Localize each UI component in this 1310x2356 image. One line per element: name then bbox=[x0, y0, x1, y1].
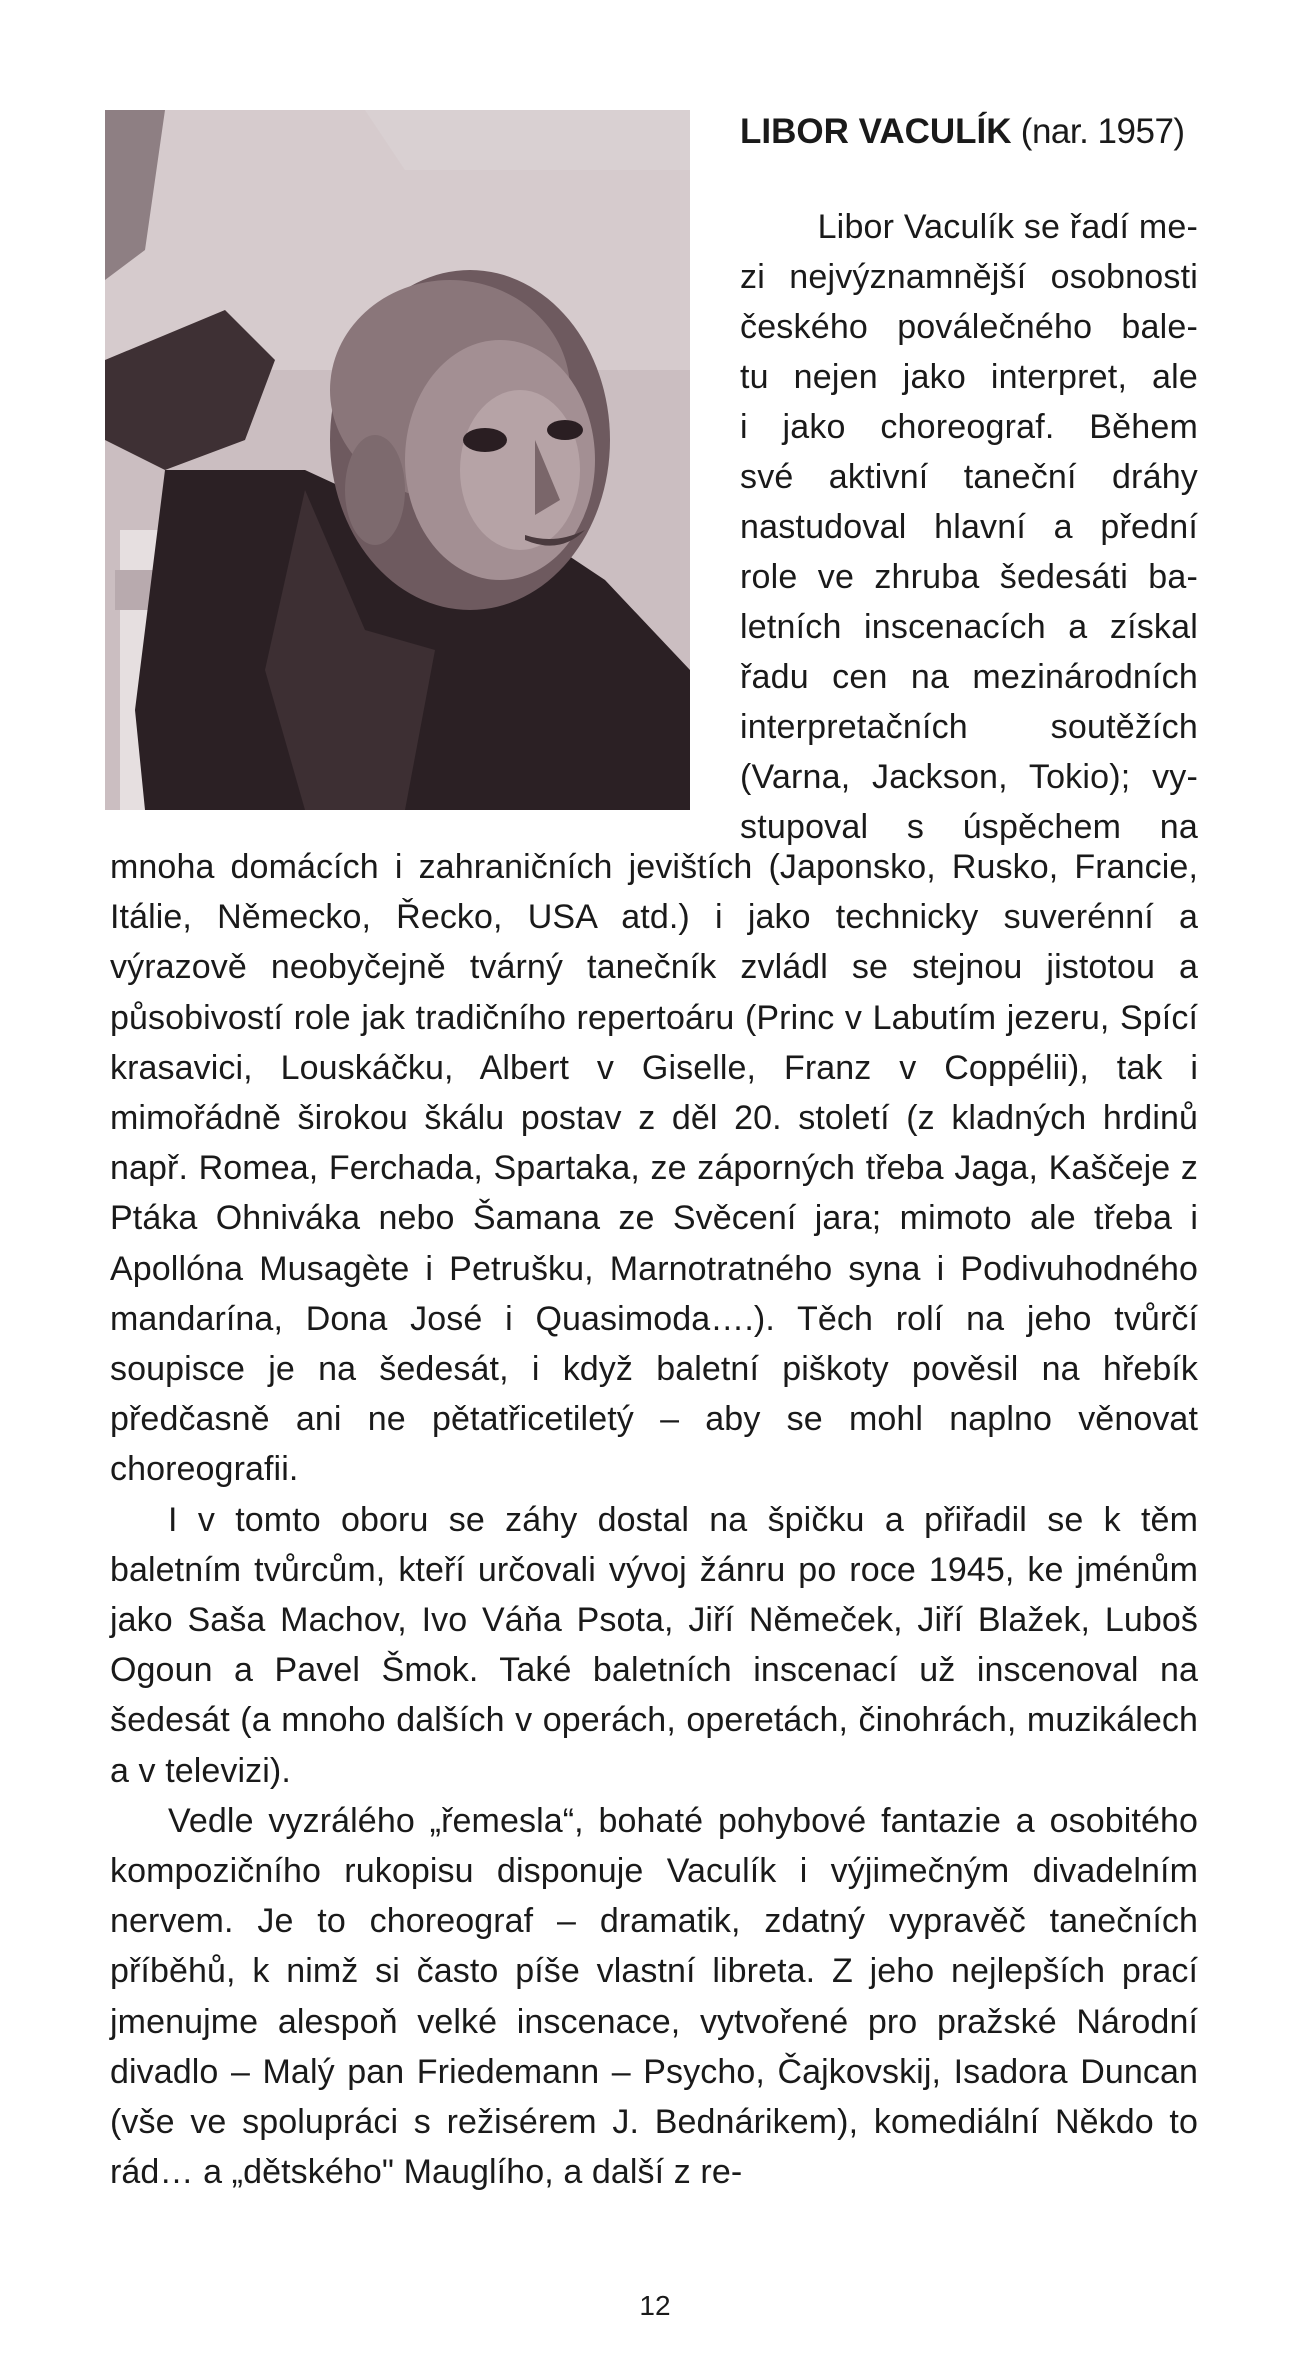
article-heading bbox=[740, 108, 1185, 156]
portrait-photo bbox=[105, 110, 690, 810]
side-line: (Varna, Jackson, Tokio); vy- bbox=[740, 758, 1198, 796]
heading-name: LIBOR VACULÍK bbox=[740, 112, 1012, 151]
side-line: letních inscenacích a získal bbox=[740, 608, 1198, 646]
paragraph-continuation: mnoha domácích i zahraničních jevištích (Japonsko, Rusko, Francie, Itálie, Německo, Řecko, USA atd.) i jako technicky suverénní a výrazově neobyčejně tvárný tanečník zvládl se stejnou jistotou a působivostí role jak tradičního repertoáru (Princ v Labutím jezeru, Spící krasavici, Louskáčku, Albert v Giselle, Franz v Coppélii), tak i mimořádně širokou škálu postav z děl 20. století (z kladných hrdinů např. Romea, Ferchada, Spartaka, ze záporných třeba Jaga, Kaščeje z Ptáka Ohniváka nebo Šamana ze Svěcení jara; mimoto ale třeba i Apollóna Musagète i Petrušku, Marnotratného syna i Podivuhodného mandarína, Dona José i Quasimoda….). Těch rolí na jeho tvůrčí soupisce je na šedesát, i když baletní piškoty pověsil na hřebík předčasně ani ne pětatřicetiletý – aby se mohl naplno věnovat choreografii. bbox=[110, 848, 1198, 1489]
article-body bbox=[110, 842, 1198, 2197]
side-line: role ve zhruba šedesáti ba- bbox=[740, 558, 1198, 596]
side-line: nastudoval hlavní a přední bbox=[740, 508, 1198, 546]
paragraph-choreography: I v tomto oboru se záhy dostal na špičku a přiřadil se k těm baletním tvůrcům, kteří určovali vývoj žánru po roce 1945, ke jménům jako Saša Machov, Ivo Váňa Psota, Jiří Němeček, Jiří Blažek, Luboš Ogoun a Pavel Šmok. Také baletních inscenací už inscenoval na šedesát (a mnoho dalších v operách, operetách, činohrách, muzikálech a v televizi). bbox=[110, 1500, 1198, 1790]
side-line: Libor Vaculík se řadí me- bbox=[817, 208, 1198, 246]
side-line: interpretačních soutěžích bbox=[740, 708, 1198, 746]
side-line: českého poválečného bale- bbox=[740, 308, 1198, 346]
side-line: své aktivní taneční dráhy bbox=[740, 458, 1198, 496]
side-line: i jako choreograf. Během bbox=[740, 408, 1198, 446]
side-line: tu nejen jako interpret, ale bbox=[740, 358, 1198, 396]
paragraph-works: Vedle vyzrálého „řemesla“, bohaté pohybové fantazie a osobitého kompozičního rukopisu disponuje Vaculík i výjimečným divadelním nervem. Je to choreograf – dramatik, zdatný vypravěč tanečních příběhů, k nimž si často píše vlastní libreta. Z jeho nejlepších prací jmenujme alespoň velké inscenace, vytvořené pro pražské Národní divadlo – Malý pan Friedemann – Psycho, Čajkovskij, Isadora Duncan (vše ve spolupráci s režisérem J. Bednárikem), komediální Někdo to rád… a „dětského" Mauglího, a další z re- bbox=[110, 1801, 1198, 2192]
page-number: 12 bbox=[639, 2290, 671, 2321]
portrait-photo-graphic bbox=[105, 110, 690, 810]
side-line: řadu cen na mezinárodních bbox=[740, 658, 1198, 696]
side-line: zi nejvýznamnější osobnosti bbox=[740, 258, 1198, 296]
heading-dates: (nar. 1957) bbox=[1020, 112, 1185, 151]
side-line: stupoval s úspěchem na bbox=[740, 808, 1198, 846]
